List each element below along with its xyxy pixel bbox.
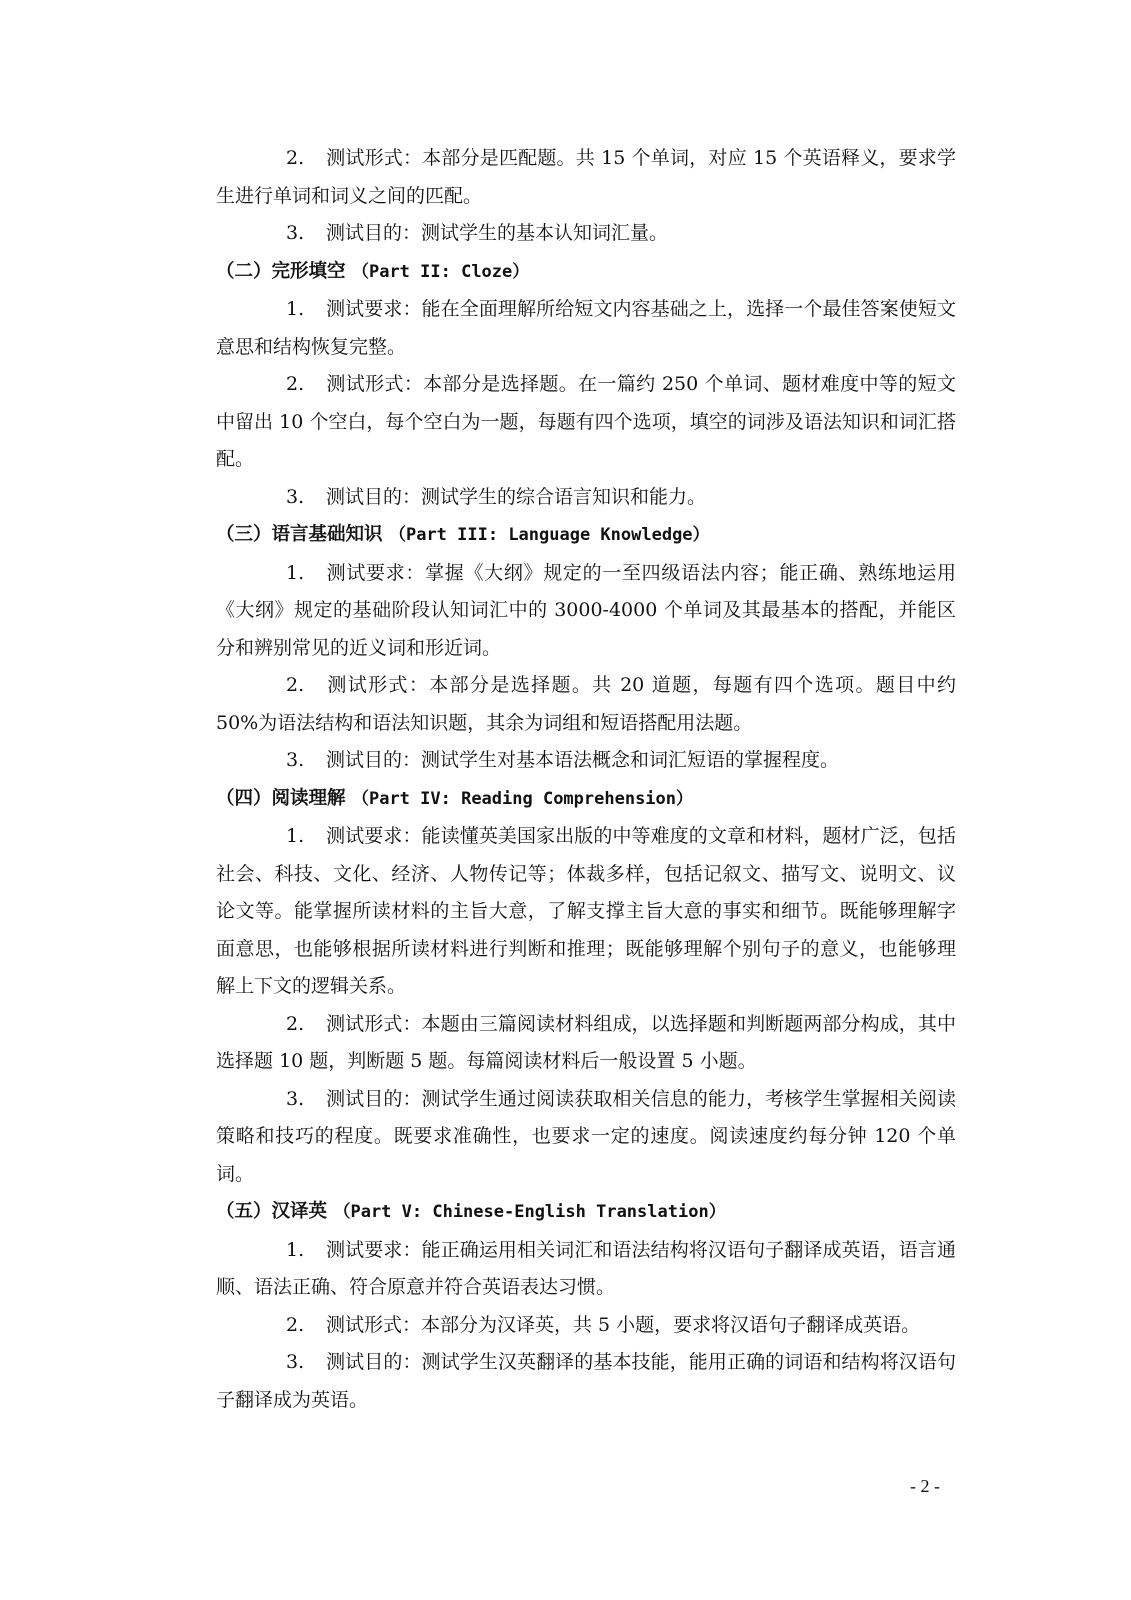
item-text: 测试要求：能正确运用相关词汇和语法结构将汉语句子翻译成英语，语言通顺、语法正确、符合原意并符合英语表达习惯。 bbox=[216, 1238, 956, 1298]
item-text: 测试目的：测试学生的基本认知词汇量。 bbox=[326, 222, 669, 244]
item-number: 3. bbox=[286, 749, 305, 771]
paragraph bbox=[216, 215, 956, 253]
section-title-en: （Part II: Cloze） bbox=[351, 261, 530, 282]
item-text: 测试要求：掌握《大纲》规定的一至四级语法内容；能正确、熟练地运用《大纲》规定的基础阶段认知词汇中的 3000-4000 个单词及其最基本的搭配，并能区分和辨别常见的近义词和形近词。 bbox=[216, 561, 956, 659]
paragraph bbox=[216, 140, 956, 215]
paragraph bbox=[216, 1232, 956, 1307]
item-text: 测试目的：测试学生对基本语法概念和词汇短语的掌握程度。 bbox=[326, 749, 840, 771]
item-text: 测试形式：本部分是匹配题。共 15 个单词，对应 15 个英语释义，要求学生进行单词和词义之间的匹配。 bbox=[216, 147, 956, 207]
section-heading bbox=[216, 1193, 956, 1232]
section-heading bbox=[216, 253, 956, 292]
paragraph bbox=[216, 1344, 956, 1419]
item-text: 测试要求：能在全面理解所给短文内容基础之上，选择一个最佳答案使短文意思和结构恢复完整。 bbox=[216, 298, 956, 358]
item-text: 测试形式：本部分是选择题。共 20 道题，每题有四个选项。题目中约 50%为语法结构和语法知识题，其余为词组和短语搭配用法题。 bbox=[216, 674, 956, 734]
paragraph bbox=[216, 1081, 956, 1194]
item-text: 测试形式：本部分是选择题。在一篇约 250 个单词、题材难度中等的短文中留出 10 个空白，每个空白为一题，每题有四个选项，填空的词涉及语法知识和词汇搭配。 bbox=[216, 373, 956, 470]
paragraph bbox=[216, 742, 956, 780]
item-number: 3. bbox=[286, 222, 305, 244]
page-number: - 2 - bbox=[910, 1476, 940, 1496]
paragraph bbox=[216, 818, 956, 1006]
item-number: 2. bbox=[286, 1012, 305, 1035]
item-number: 1. bbox=[286, 825, 305, 847]
paragraph bbox=[216, 291, 956, 366]
item-number: 1. bbox=[286, 1238, 305, 1261]
section-title-en: （Part IV: Reading Comprehension） bbox=[351, 788, 694, 809]
item-text: 测试要求：能读懂英美国家出版的中等难度的文章和材料，题材广泛，包括社会、科技、文化、经济、人物传记等；体裁多样，包括记叙文、描写文、说明文、议论文等。能掌握所读材料的主旨大意，了解支撑主旨大意的事实和细节。既能够理解字面意思，也能够根据所读材料进行判断和推理；既能够理解个别句子的意义，也能够理解上下文的逻辑关系。 bbox=[216, 825, 956, 997]
paragraph bbox=[216, 667, 956, 742]
item-number: 2. bbox=[286, 147, 305, 169]
item-number: 1. bbox=[286, 561, 305, 584]
paragraph bbox=[216, 366, 956, 479]
document-body bbox=[216, 140, 956, 1419]
paragraph bbox=[216, 555, 956, 668]
item-text: 测试目的：测试学生的综合语言知识和能力。 bbox=[326, 485, 707, 508]
item-number: 2. bbox=[286, 674, 305, 696]
item-number: 3. bbox=[286, 485, 305, 508]
section-title-cn: （四）阅读理解 bbox=[216, 787, 346, 809]
item-text: 测试目的：测试学生通过阅读获取相关信息的能力，考核学生掌握相关阅读策略和技巧的程度。既要求准确性，也要求一定的速度。阅读速度约每分钟 120 个单词。 bbox=[216, 1087, 956, 1185]
item-text: 测试形式：本题由三篇阅读材料组成，以选择题和判断题两部分构成，其中选择题 10 题，判断题 5 题。每篇阅读材料后一般设置 5 小题。 bbox=[216, 1012, 956, 1072]
section-title-en: （Part V: Chinese-English Translation） bbox=[333, 1202, 726, 1222]
paragraph bbox=[216, 479, 956, 517]
section-heading bbox=[216, 516, 956, 555]
section-heading bbox=[216, 780, 956, 819]
item-number: 3. bbox=[286, 1087, 305, 1110]
item-number: 2. bbox=[286, 1313, 305, 1336]
section-title-cn: （五）汉译英 bbox=[216, 1201, 328, 1222]
item-number: 1. bbox=[286, 298, 305, 320]
section-title-cn: （二）完形填空 bbox=[216, 260, 346, 282]
item-number: 2. bbox=[286, 373, 305, 395]
paragraph bbox=[216, 1307, 956, 1345]
section-title-en: （Part III: Language Knowledge） bbox=[388, 525, 710, 545]
item-number: 3. bbox=[286, 1351, 305, 1373]
item-text: 测试目的：测试学生汉英翻译的基本技能，能用正确的词语和结构将汉语句子翻译成为英语。 bbox=[216, 1351, 956, 1411]
item-text: 测试形式：本部分为汉译英，共 5 小题，要求将汉语句子翻译成英语。 bbox=[326, 1313, 921, 1336]
section-title-cn: （三）语言基础知识 bbox=[216, 524, 383, 545]
paragraph bbox=[216, 1006, 956, 1081]
